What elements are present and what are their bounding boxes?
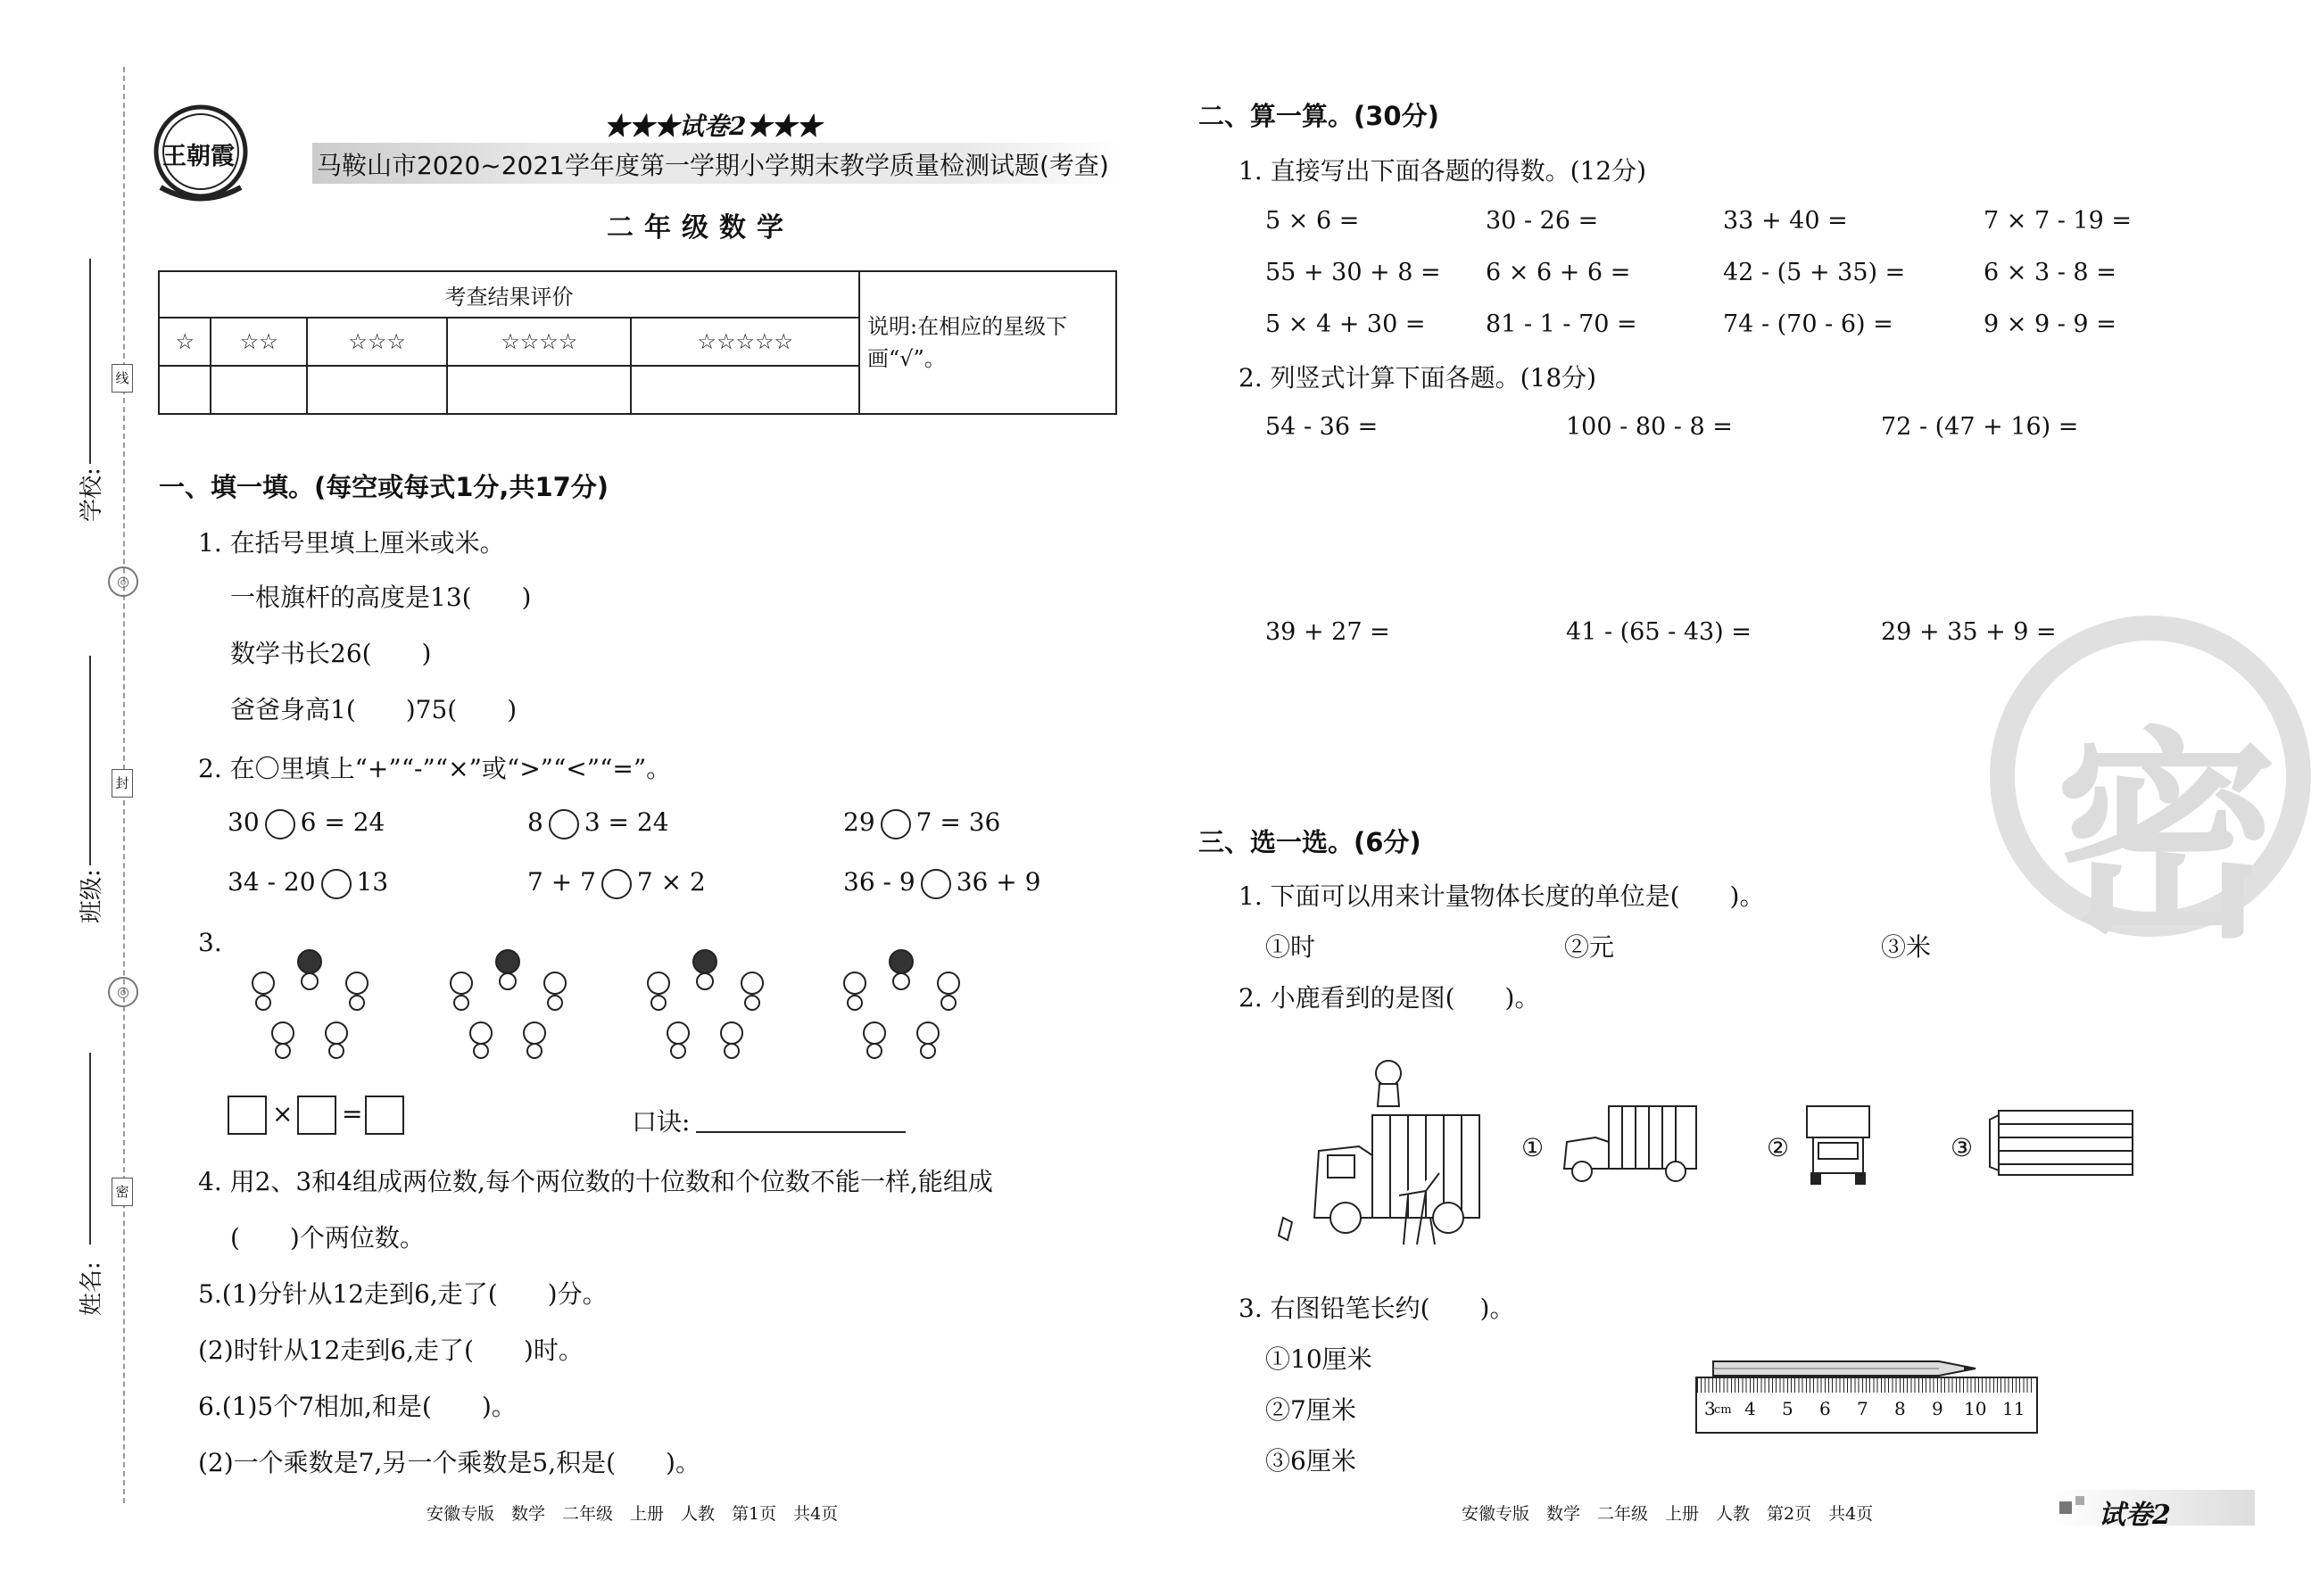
mascot-group [443, 946, 573, 1065]
subject-title: 二年级数学 [607, 212, 794, 244]
part3-q1-option[interactable]: ①时 [1265, 932, 1316, 962]
equals-sign: = [342, 1099, 363, 1129]
ruler-label: 3 [1704, 1398, 1716, 1419]
calc-item: 81 - 1 - 70 = [1486, 310, 1637, 338]
part1-q3-number: 3. [198, 928, 222, 957]
answer-box-product[interactable] [365, 1096, 404, 1135]
part2-title: 二、算一算。(30分) [1198, 101, 1439, 131]
part3-q1-option[interactable]: ②元 [1564, 932, 1615, 962]
compare-item: 34 - 20 13 [228, 867, 388, 899]
part1-q5-line1: 5.(1)分针从12走到6,走了( )分。 [198, 1279, 608, 1309]
brand-logo [152, 103, 250, 201]
truck-front-view [1802, 1102, 1874, 1190]
part3-title: 三、选一选。(6分) [1198, 827, 1421, 857]
part3-q3-option[interactable]: ①10厘米 [1265, 1344, 1372, 1374]
calc-item: 9 × 9 - 9 = [1984, 310, 2116, 338]
operator-blank[interactable] [921, 869, 951, 899]
mascot-group [245, 946, 375, 1065]
part3-q1-option[interactable]: ③米 [1881, 932, 1932, 962]
class-underline [89, 656, 91, 865]
operator-blank[interactable] [265, 809, 295, 839]
operator-blank[interactable] [549, 809, 579, 839]
ruler-ticks [1697, 1378, 2034, 1393]
footer-left: 安徽专版 数学 二年级 上册 人教 第1页 共4页 [427, 1504, 839, 1524]
confidential-stamp [1990, 616, 2311, 968]
calc-item: 42 - (5 + 35) = [1723, 259, 1906, 286]
compare-item: 8 3 = 24 [527, 807, 669, 839]
calc-item: 55 + 30 + 8 = [1265, 259, 1441, 286]
truck-scene-figure [1265, 1039, 1479, 1257]
star-level-1: ☆ [159, 318, 211, 366]
vertical-calc-item: 72 - (47 + 16) = [1881, 413, 2079, 441]
part1-q4-line1: 4. 用2、3和4组成两位数,每个两位数的十位数和个位数不能一样,能组成 [198, 1167, 993, 1196]
part2-q1: 1. 直接写出下面各题的得数。(12分) [1238, 156, 1647, 186]
mascot-group [641, 946, 770, 1065]
ruler-label: 7 [1857, 1398, 1868, 1419]
school-label: 学校: [79, 467, 105, 522]
footer-decor-squares [2075, 1496, 2084, 1505]
check-cell-3[interactable] [307, 366, 447, 414]
view-option-label-3[interactable]: ③ [1951, 1133, 1974, 1162]
part3-q1: 1. 下面可以用来计量物体长度的单位是( )。 [1238, 881, 1765, 911]
school-underline [89, 259, 91, 464]
part3-q3-option[interactable]: ②7厘米 [1265, 1395, 1356, 1425]
part3-q3-option[interactable]: ③6厘米 [1265, 1446, 1356, 1476]
part3-q3: 3. 右图铅笔长约( )。 [1238, 1294, 1515, 1323]
star-level-2: ☆☆ [211, 318, 307, 366]
vertical-calc-item: 100 - 80 - 8 = [1566, 413, 1733, 441]
vertical-calc-item: 41 - (65 - 43) = [1566, 618, 1752, 646]
ruler-label: 6 [1819, 1398, 1831, 1419]
part1-q6-line2: (2)一个乘数是7,另一个乘数是5,积是( )。 [198, 1448, 700, 1477]
operator-blank[interactable] [881, 809, 911, 839]
name-underline [89, 1053, 91, 1245]
answer-box-factor1[interactable] [228, 1096, 267, 1135]
star-level-3: ☆☆☆ [307, 318, 447, 366]
view-option-label-1[interactable]: ① [1521, 1133, 1545, 1162]
binding-hole-mark: ◎ [108, 977, 138, 1007]
check-cell-1[interactable] [159, 366, 211, 414]
part1-title: 一、填一填。(每空或每式1分,共17分) [159, 472, 609, 502]
check-cell-4[interactable] [447, 366, 631, 414]
calc-item: 5 × 6 = [1265, 207, 1360, 235]
times-sign: × [272, 1099, 294, 1129]
part2-q2: 2. 列竖式计算下面各题。(18分) [1238, 363, 1597, 393]
part1-q2: 2. 在〇里填上“+”“-”“×”或“>”“<”“=”。 [198, 754, 672, 783]
footer-tag: 试卷2 [2099, 1500, 2171, 1531]
calc-item: 6 × 6 + 6 = [1486, 259, 1631, 286]
part3-q2: 2. 小鹿看到的是图( )。 [1238, 983, 1540, 1013]
part1-q6-line1: 6.(1)5个7相加,和是( )。 [198, 1392, 517, 1421]
part1-q1-line3: 爸爸身高1( )75( ) [230, 695, 518, 724]
star-level-4: ☆☆☆☆ [447, 318, 631, 366]
compare-item: 7 + 7 7 × 2 [527, 867, 706, 899]
ruler-label: 11 [2002, 1398, 2025, 1419]
truck-back-view [1985, 1106, 2137, 1186]
footer-right: 安徽专版 数学 二年级 上册 人教 第2页 共4页 [1462, 1504, 1874, 1524]
calc-item: 5 × 4 + 30 = [1265, 310, 1426, 338]
ruler-label: 10 [1964, 1398, 1987, 1419]
operator-blank[interactable] [601, 869, 632, 899]
check-cell-2[interactable] [211, 366, 307, 414]
seal-char-mi: 密 [112, 1178, 133, 1206]
ruler-label: cm [1714, 1403, 1732, 1417]
seal-char-xian: 线 [112, 364, 133, 393]
formula-answer-line[interactable] [696, 1131, 906, 1133]
part1-q1-line1: 一根旗杆的高度是13( ) [230, 583, 532, 612]
compare-item: 29 7 = 36 [843, 807, 1000, 839]
mascot-group [837, 946, 966, 1065]
evaluation-note: 说明:在相应的星级下画“√”。 [859, 271, 1116, 414]
paper-tag: ★★★试卷2★★★ [604, 112, 822, 141]
answer-box-factor2[interactable] [297, 1096, 336, 1135]
class-label: 班级: [79, 869, 105, 923]
ruler-label: 8 [1894, 1398, 1906, 1419]
name-label: 姓名: [79, 1261, 105, 1316]
check-cell-5[interactable] [631, 366, 859, 414]
compare-item: 36 - 9 36 + 9 [843, 867, 1040, 899]
ruler-label: 5 [1782, 1398, 1793, 1419]
ruler-label: 4 [1744, 1398, 1756, 1419]
truck-side-view [1560, 1102, 1698, 1190]
seal-char-feng: 封 [112, 769, 133, 798]
vertical-calc-item: 29 + 35 + 9 = [1881, 618, 2057, 646]
compare-item: 30 6 = 24 [228, 807, 385, 839]
calc-item: 7 × 7 - 19 = [1984, 207, 2132, 235]
calc-item: 33 + 40 = [1723, 207, 1848, 235]
evaluation-heading: 考查结果评价 [159, 271, 859, 318]
vertical-calc-item: 54 - 36 = [1265, 413, 1379, 441]
ruler-label: 9 [1932, 1398, 1943, 1419]
exam-title: 马鞍山市2020~2021学年度第一学期小学期末教学质量检测试题(考查) [317, 151, 1109, 180]
part1-q5-line2: (2)时针从12走到6,走了( )时。 [198, 1336, 584, 1365]
evaluation-table [158, 270, 1117, 415]
confidential-stamp-char: 密 [2055, 706, 2278, 968]
brand-logo-text: 王朝霞 [162, 143, 235, 170]
calc-item: 74 - (70 - 6) = [1723, 310, 1893, 338]
part1-q1: 1. 在括号里填上厘米或米。 [198, 528, 505, 558]
part1-q4-line2: ( )个两位数。 [230, 1223, 425, 1253]
footer-decor-squares [2059, 1501, 2072, 1514]
binding-hole-mark: ◎ [108, 566, 138, 597]
star-level-5: ☆☆☆☆☆ [631, 318, 859, 366]
view-option-label-2[interactable]: ② [1767, 1133, 1790, 1162]
part1-q1-line2: 数学书长26( ) [230, 639, 432, 668]
calc-item: 6 × 3 - 8 = [1984, 259, 2116, 286]
operator-blank[interactable] [321, 869, 352, 899]
calc-item: 30 - 26 = [1486, 207, 1599, 235]
vertical-calc-item: 39 + 27 = [1265, 618, 1390, 646]
formula-label: 口诀: [632, 1107, 691, 1137]
